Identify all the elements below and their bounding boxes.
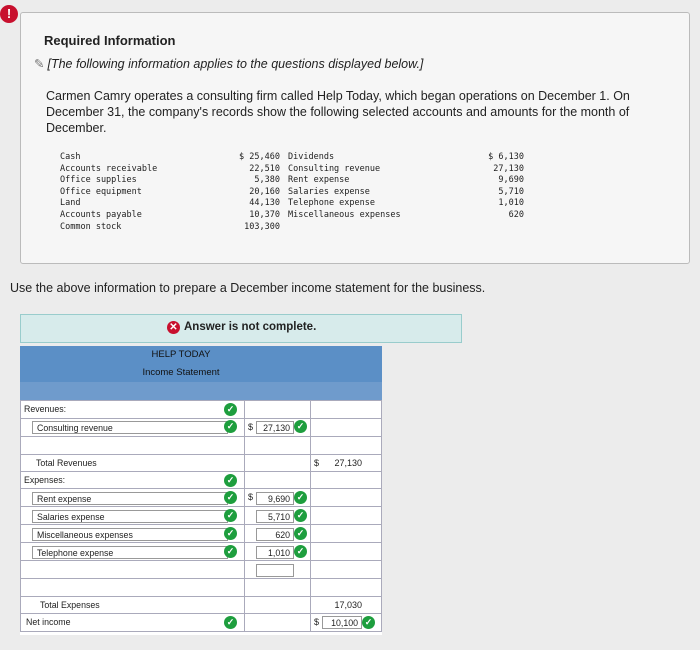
checkmark-icon: ✓ xyxy=(224,616,237,629)
account-name: Rent expense xyxy=(288,175,350,186)
account-name: Office equipment xyxy=(60,186,142,197)
grid-line xyxy=(381,400,382,631)
miscellaneous-expenses-account-select[interactable] xyxy=(32,528,228,541)
accounts-names-left xyxy=(60,152,157,233)
header-spacer-row xyxy=(20,382,382,400)
net-income-label: Net income xyxy=(26,617,71,627)
checkmark-icon: ✓ xyxy=(294,509,307,522)
expense-label: Rent expense xyxy=(37,494,92,504)
account-name: Miscellaneous expenses xyxy=(288,209,401,220)
account-amount: 22,510 xyxy=(249,163,280,174)
account-name: Cash xyxy=(60,152,81,162)
statement-title: Income Statement xyxy=(142,367,220,378)
grid-line xyxy=(20,400,21,631)
total-expenses-label: Total Expenses xyxy=(40,600,100,610)
consulting-revenue-label: Consulting revenue xyxy=(37,423,113,433)
total-revenues-label: Total Revenues xyxy=(36,458,97,468)
statement-title-header xyxy=(20,364,382,382)
grid-line xyxy=(20,506,382,507)
grid-line xyxy=(20,631,382,632)
account-amount: 9,690 xyxy=(498,175,524,186)
answer-status-bar xyxy=(20,314,462,343)
grid-line xyxy=(20,488,382,489)
account-amount: $ 6,130 xyxy=(488,152,524,162)
total-revenues-value: 27,130 xyxy=(334,458,362,468)
grid-line xyxy=(20,418,382,419)
expenses-label: Expenses: xyxy=(24,475,66,485)
grid-line xyxy=(20,560,382,561)
checkmark-icon: ✓ xyxy=(224,509,237,522)
revenues-label: Revenues: xyxy=(24,404,67,414)
status-text: Answer is not complete. xyxy=(184,321,317,333)
expense-value: 1,010 xyxy=(267,548,290,558)
account-amount: 5,710 xyxy=(498,186,524,197)
pencil-icon: ✎ xyxy=(34,57,45,71)
account-name: Accounts receivable xyxy=(60,163,158,174)
salaries-expense-amount-input[interactable] xyxy=(256,510,294,523)
rent-expense-amount-input[interactable] xyxy=(256,492,294,505)
grid-line xyxy=(20,471,382,472)
account-amount: 20,160 xyxy=(249,186,280,197)
checkmark-icon: ✓ xyxy=(294,491,307,504)
consulting-revenue-amount-input[interactable] xyxy=(256,421,294,434)
grid-line xyxy=(20,436,382,437)
checkmark-icon: ✓ xyxy=(224,491,237,504)
checkmark-icon: ✓ xyxy=(224,403,237,416)
account-name: Common stock xyxy=(60,221,122,232)
dollar-sign: $ xyxy=(248,422,254,432)
dollar-sign: $ xyxy=(248,492,254,502)
account-name: Accounts payable xyxy=(60,209,142,220)
account-name: Consulting revenue xyxy=(288,163,381,174)
account-amount: 620 xyxy=(508,209,524,220)
account-amount: 103,300 xyxy=(244,221,280,232)
consulting-revenue-account-select[interactable] xyxy=(32,421,228,434)
company-name: HELP TODAY xyxy=(151,349,211,360)
required-info-title: Required Information xyxy=(44,33,176,48)
account-name: Land xyxy=(60,198,81,209)
expense-value: 620 xyxy=(275,530,290,540)
expense-label: Miscellaneous expenses xyxy=(37,530,133,540)
checkmark-icon: ✓ xyxy=(224,545,237,558)
account-name: Office supplies xyxy=(60,175,137,186)
dollar-sign: $ xyxy=(314,617,320,627)
miscellaneous-expenses-amount-input[interactable] xyxy=(256,528,294,541)
alert-icon: ! xyxy=(0,5,18,23)
dollar-sign: $ xyxy=(314,458,320,468)
grid-line xyxy=(244,400,245,631)
grid-line xyxy=(20,578,382,579)
company-name-header xyxy=(20,346,382,364)
accounts-names-right xyxy=(288,152,401,222)
expense-value: 5,710 xyxy=(267,512,290,522)
account-amount: 27,130 xyxy=(493,163,524,174)
grid-line xyxy=(20,454,382,455)
account-amount: 5,380 xyxy=(254,175,280,186)
net-income-amount-input[interactable] xyxy=(322,616,362,629)
telephone-expense-account-select[interactable] xyxy=(32,546,228,559)
account-amount: 44,130 xyxy=(249,198,280,209)
account-amount: 1,010 xyxy=(498,198,524,209)
grid-line xyxy=(20,400,382,401)
grid-line xyxy=(20,542,382,543)
expense-value: 9,690 xyxy=(267,494,290,504)
consulting-revenue-value: 27,130 xyxy=(263,423,290,433)
description-text: Carmen Camry operates a consulting firm called Help Today, which began operations on December 1. On December 31, the company's records show the following selected accounts and amounts for the month of December. xyxy=(46,89,630,135)
grid-line xyxy=(20,524,382,525)
checkmark-icon: ✓ xyxy=(224,420,237,433)
note-text: [The following information applies to the questions displayed below.] xyxy=(47,57,424,71)
grid-line xyxy=(310,400,311,631)
grid-line xyxy=(20,613,382,614)
total-expenses-value: 17,030 xyxy=(334,600,362,610)
grid-line xyxy=(20,596,382,597)
account-amount: $ 25,460 xyxy=(239,152,280,162)
account-name: Telephone expense xyxy=(288,198,375,209)
instruction-text: Use the above information to prepare a December income statement for the business. xyxy=(10,281,486,295)
checkmark-icon: ✓ xyxy=(224,527,237,540)
empty-amount-input[interactable] xyxy=(256,564,294,577)
expense-label: Telephone expense xyxy=(37,548,114,558)
checkmark-icon: ✓ xyxy=(294,527,307,540)
salaries-expense-account-select[interactable] xyxy=(32,510,228,523)
expense-label: Salaries expense xyxy=(37,512,105,522)
checkmark-icon: ✓ xyxy=(294,545,307,558)
accounts-amounts-right xyxy=(474,152,524,222)
rent-expense-account-select[interactable] xyxy=(32,492,228,505)
account-name: Dividends xyxy=(288,152,335,162)
account-amount: 10,370 xyxy=(249,209,280,220)
error-icon: ✕ xyxy=(167,321,180,334)
account-name: Salaries expense xyxy=(288,186,370,197)
required-info-note xyxy=(34,56,423,71)
telephone-expense-amount-input[interactable] xyxy=(256,546,294,559)
net-income-value: 10,100 xyxy=(331,618,358,628)
checkmark-icon: ✓ xyxy=(362,616,375,629)
accounts-amounts-left xyxy=(226,152,280,233)
checkmark-icon: ✓ xyxy=(224,474,237,487)
checkmark-icon: ✓ xyxy=(294,420,307,433)
